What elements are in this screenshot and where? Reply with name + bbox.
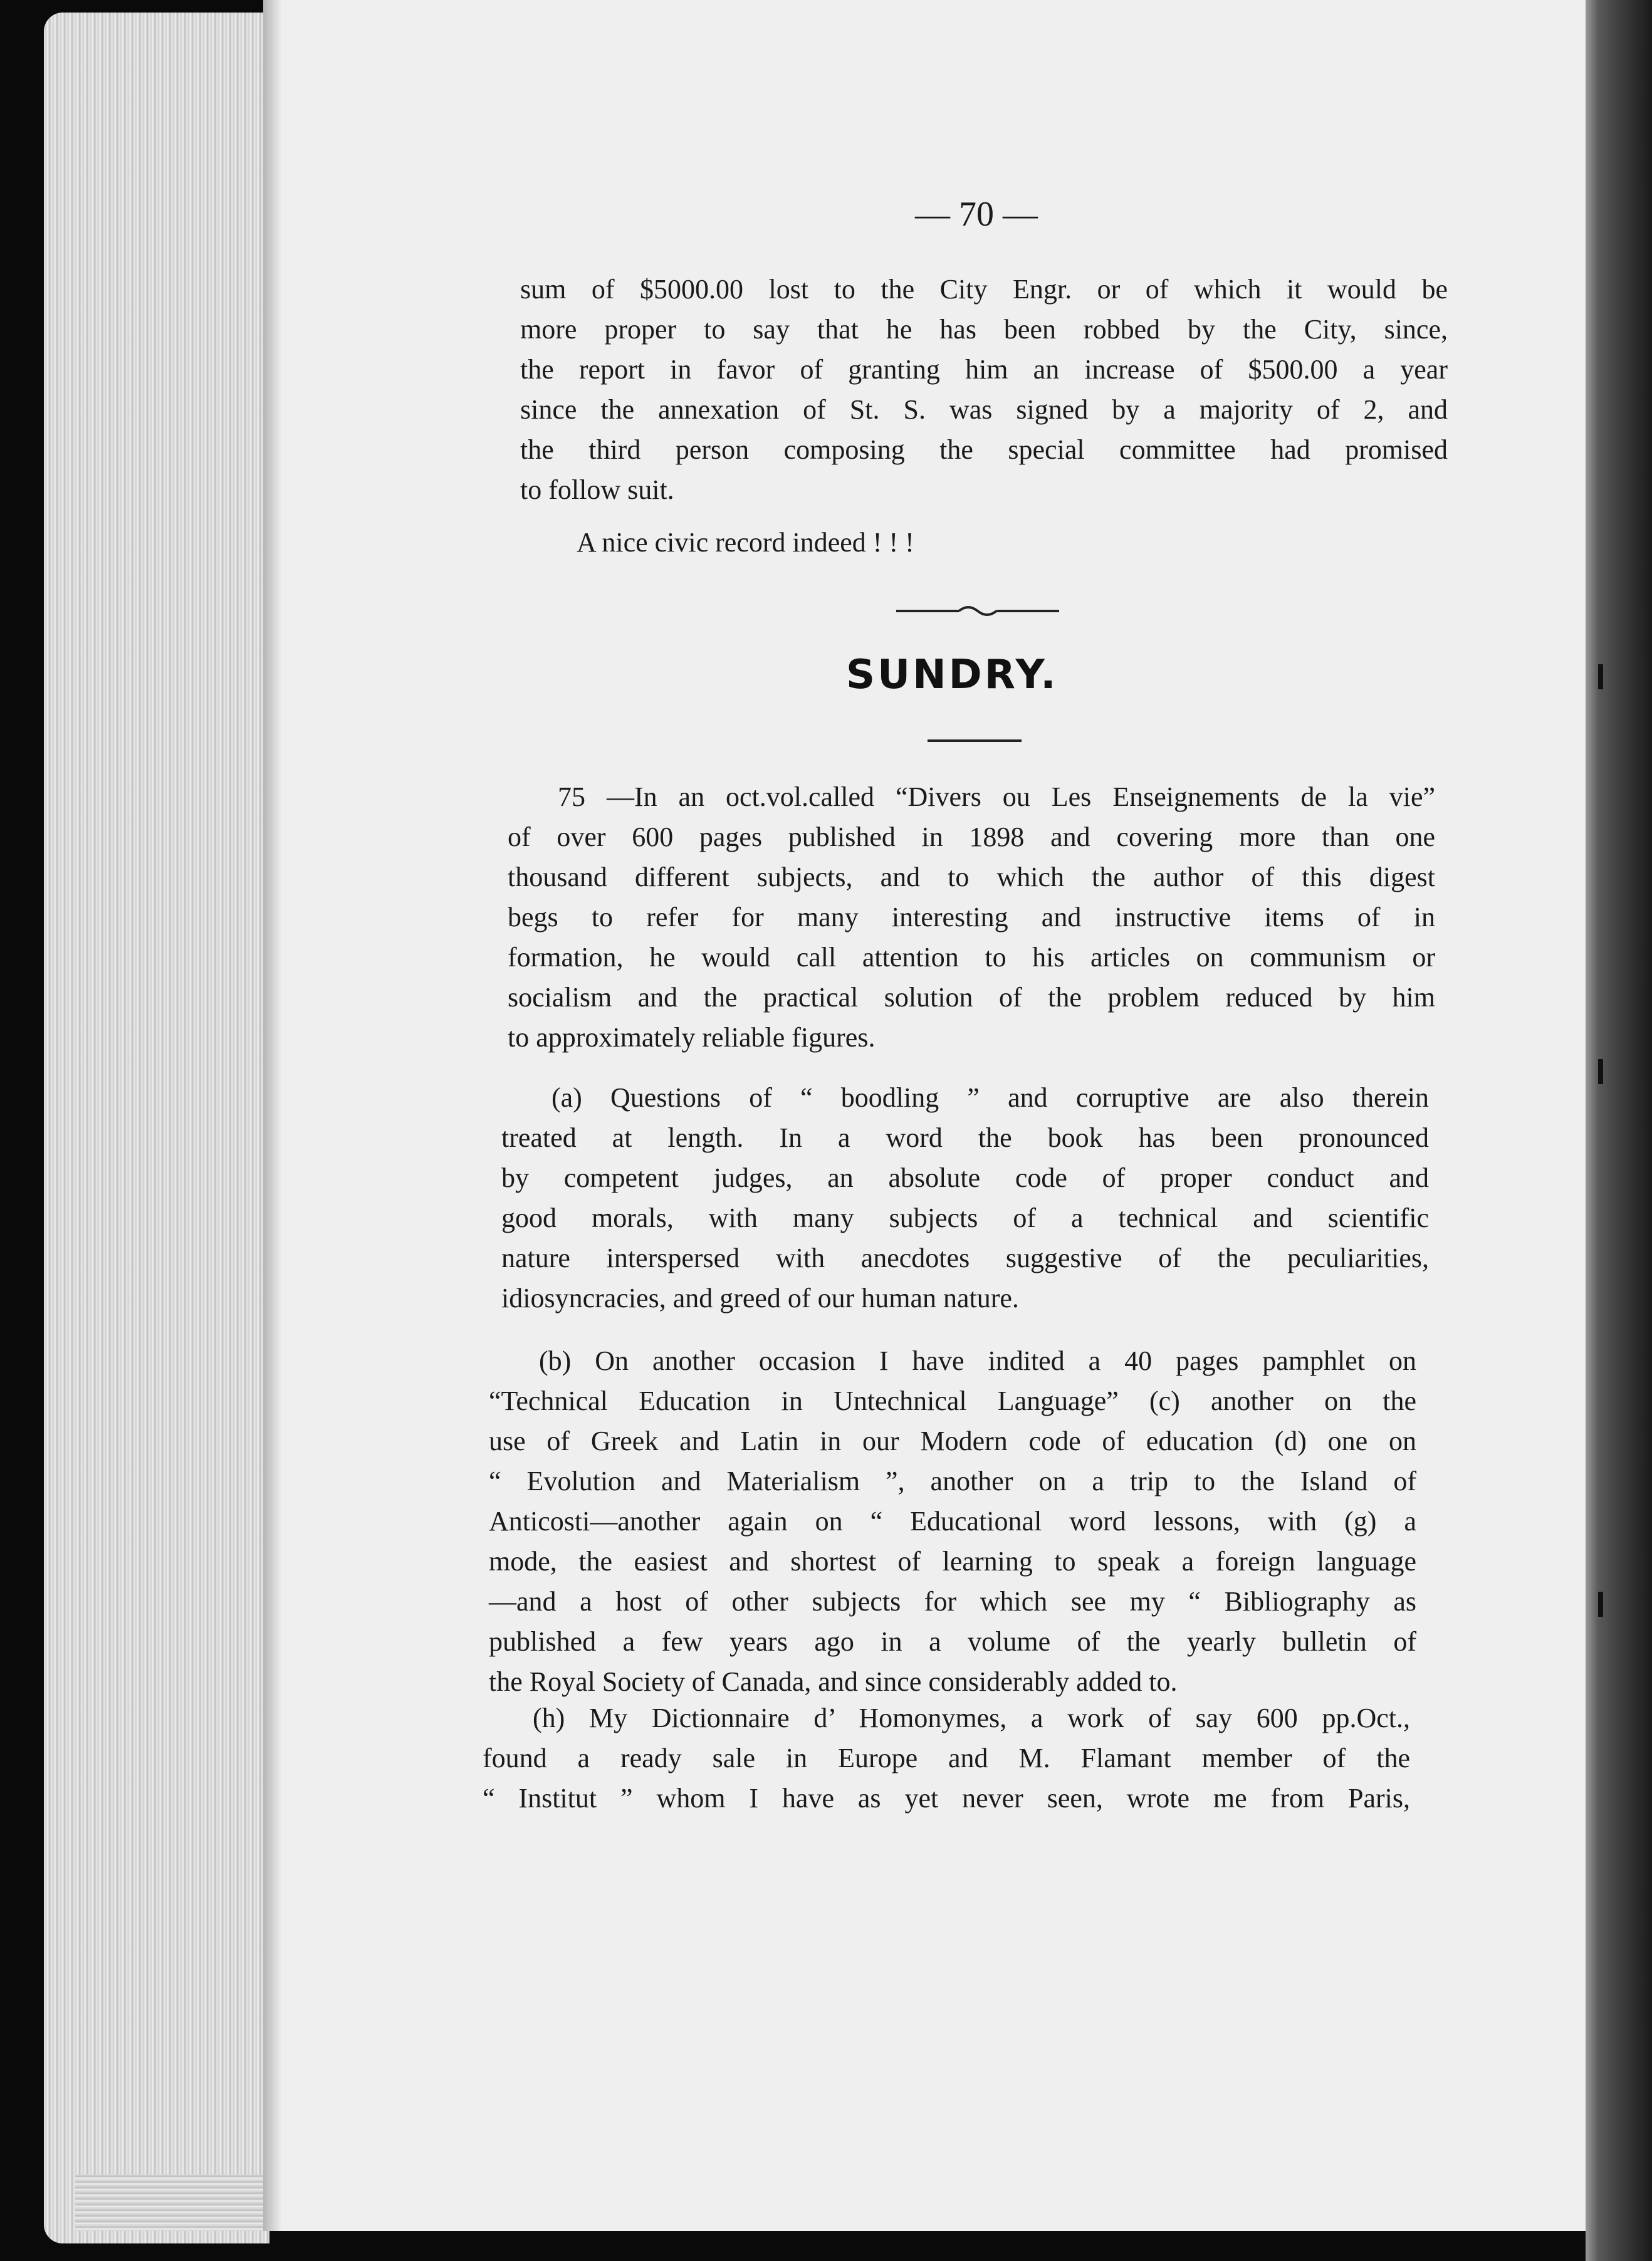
text-line: the report in favor of granting him an increase of $500.00 a year bbox=[520, 354, 1448, 385]
gutter-mark bbox=[1598, 1592, 1603, 1617]
text-line: Anticosti—another again on “ Educational word lessons, with (g) a bbox=[489, 1506, 1416, 1537]
text-line: the third person composing the special committee had promised bbox=[520, 434, 1448, 465]
text-line: more proper to say that he has been robbed by the City, since, bbox=[520, 314, 1448, 345]
text-line: (a) Questions of “ boodling ” and corruptive are also therein bbox=[552, 1082, 1429, 1113]
text-line: mode, the easiest and shortest of learning to speak a foreign language bbox=[489, 1546, 1416, 1577]
text-line: thousand different subjects, and to which the author of this digest bbox=[508, 862, 1435, 892]
text-line: since the annexation of St. S. was signed by a majority of 2, and bbox=[520, 394, 1448, 425]
text-line: sum of $5000.00 lost to the City Engr. or of which it would be bbox=[520, 274, 1448, 305]
heading-rule bbox=[928, 739, 1022, 742]
text-line: nature interspersed with anecdotes suggestive of the peculiarities, bbox=[501, 1243, 1429, 1273]
paragraph-b bbox=[489, 1341, 1416, 1702]
text-line: “ Institut ” whom I have as yet never seen, wrote me from Paris, bbox=[483, 1783, 1410, 1814]
paragraph-75 bbox=[508, 777, 1435, 1058]
text-line: to follow suit. bbox=[520, 474, 674, 505]
text-line: formation, he would call attention to his articles on communism or bbox=[508, 942, 1435, 973]
book-gutter bbox=[1586, 0, 1652, 2261]
section-ornament bbox=[896, 602, 1059, 620]
text-line: (b) On another occasion I have indited a 40 pages pamphlet on bbox=[539, 1345, 1416, 1376]
page-stack-edges bbox=[44, 13, 269, 2243]
text-line: good morals, with many subjects of a technical and scientific bbox=[501, 1203, 1429, 1233]
page-number: — 70 — bbox=[915, 195, 1038, 234]
text-line: published a few years ago in a volume of the yearly bulletin of bbox=[489, 1626, 1416, 1657]
text-line: socialism and the practical solution of the problem reduced by him bbox=[508, 982, 1435, 1013]
section-heading: SUNDRY. bbox=[846, 652, 1059, 698]
gutter-mark bbox=[1598, 1059, 1603, 1084]
text-line: by competent judges, an absolute code of proper conduct and bbox=[501, 1162, 1429, 1193]
page-binding-shadow bbox=[263, 0, 282, 2231]
text-line: to approximately reliable figures. bbox=[508, 1022, 876, 1053]
text-line: (h) My Dictionnaire d’ Homonymes, a work of say 600 pp.Oct., bbox=[533, 1703, 1410, 1733]
text-line: begs to refer for many interesting and instructive items of in bbox=[508, 902, 1435, 932]
text-line: idiosyncracies, and greed of our human nature. bbox=[501, 1283, 1019, 1313]
text-line: use of Greek and Latin in our Modern code of education (d) one on bbox=[489, 1426, 1416, 1456]
text-line: the Royal Society of Canada, and since considerably added to. bbox=[489, 1666, 1178, 1697]
paragraph-a bbox=[501, 1078, 1429, 1318]
text-line: found a ready sale in Europe and M. Flamant member of the bbox=[483, 1743, 1410, 1773]
paragraph-h bbox=[483, 1698, 1410, 1819]
text-line: 75 —In an oct.vol.called “Divers ou Les Enseignements de la vie” bbox=[558, 781, 1435, 812]
closing-remark: A nice civic record indeed ! ! ! bbox=[577, 527, 914, 558]
text-line: “Technical Education in Untechnical Language” (c) another on the bbox=[489, 1386, 1416, 1416]
gutter-mark bbox=[1598, 664, 1603, 689]
intro-paragraph bbox=[520, 269, 1448, 510]
text-line: “ Evolution and Materialism ”, another on a trip to the Island of bbox=[489, 1466, 1416, 1496]
text-line: treated at length. In a word the book has been pronounced bbox=[501, 1122, 1429, 1153]
text-line: of over 600 pages published in 1898 and covering more than one bbox=[508, 822, 1435, 852]
text-line: —and a host of other subjects for which see my “ Bibliography as bbox=[489, 1586, 1416, 1617]
